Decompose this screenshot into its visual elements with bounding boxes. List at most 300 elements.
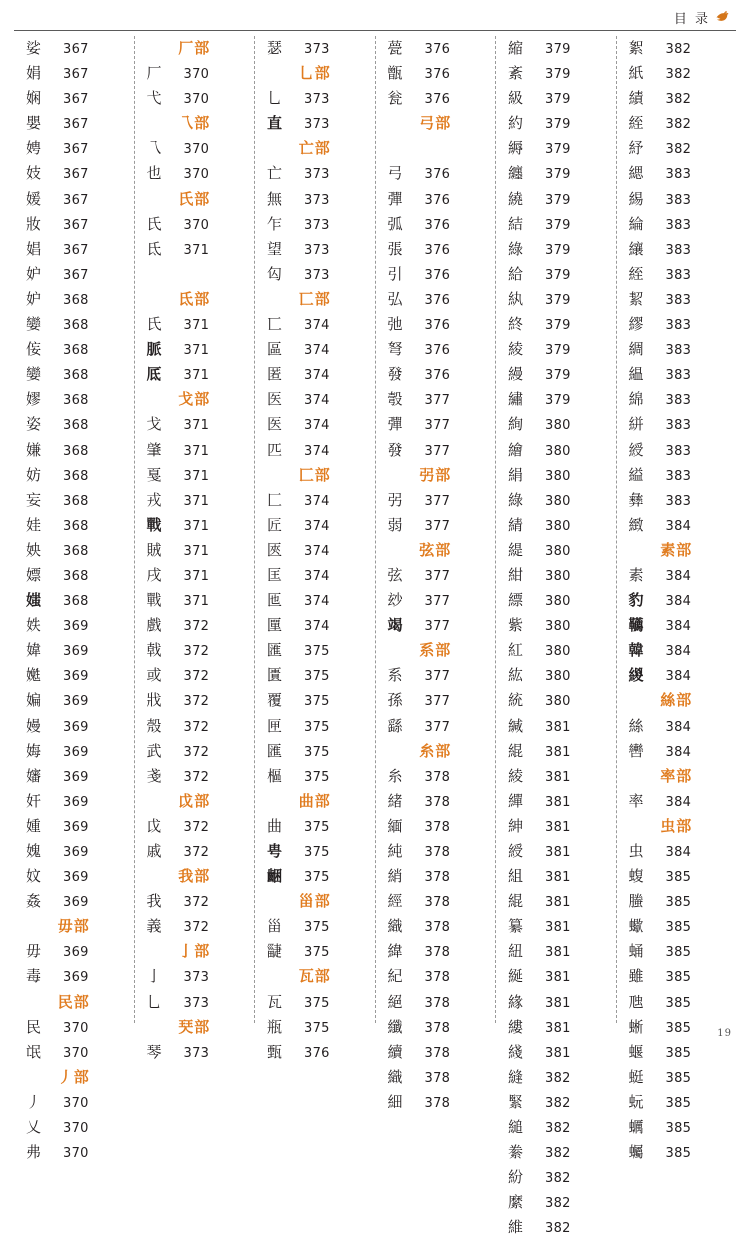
entry-page-number: 380 [545, 543, 571, 559]
index-entry[interactable] [623, 889, 731, 914]
index-entry[interactable] [623, 964, 731, 989]
index-entry[interactable] [623, 588, 731, 613]
entry-page-number: 383 [665, 368, 692, 384]
entry-page-number: 374 [304, 543, 330, 559]
index-entry[interactable] [623, 111, 731, 136]
index-entry[interactable] [502, 663, 610, 688]
index-entry[interactable] [141, 739, 249, 764]
section-heading: 我部 [178, 867, 211, 886]
index-entry[interactable] [141, 86, 249, 111]
index-entry[interactable] [20, 463, 128, 488]
index-entry[interactable] [502, 563, 610, 588]
index-entry[interactable] [623, 438, 731, 463]
index-entry[interactable] [141, 1040, 249, 1065]
index-entry[interactable] [20, 136, 128, 161]
index-entry[interactable] [141, 513, 249, 538]
entry-character: 彝 [628, 490, 644, 509]
entry-character: 緬 [387, 816, 403, 835]
index-entry[interactable] [502, 538, 610, 563]
index-entry[interactable] [382, 287, 490, 312]
index-entry[interactable] [382, 412, 490, 437]
entry-page-number: 370 [63, 1121, 89, 1137]
index-entry[interactable] [261, 663, 369, 688]
index-entry[interactable] [20, 789, 128, 814]
index-entry[interactable] [20, 237, 128, 262]
entry-character: 戔 [146, 766, 162, 785]
index-entry[interactable] [20, 864, 128, 889]
index-entry[interactable] [382, 864, 490, 889]
index-entry[interactable] [20, 111, 128, 136]
index-entry[interactable] [20, 613, 128, 638]
index-entry[interactable] [20, 814, 128, 839]
index-entry[interactable] [623, 990, 731, 1015]
section-heading: 氏部 [178, 189, 211, 208]
index-entry[interactable] [141, 990, 249, 1015]
index-entry[interactable] [502, 61, 610, 86]
index-entry[interactable] [502, 463, 610, 488]
index-entry[interactable] [20, 964, 128, 989]
entry-page-number: 375 [304, 870, 330, 886]
index-entry[interactable] [20, 1015, 128, 1040]
index-entry[interactable] [382, 563, 490, 588]
index-entry[interactable] [382, 212, 490, 237]
index-entry[interactable] [141, 613, 249, 638]
index-entry[interactable] [502, 1040, 610, 1065]
index-entry[interactable] [382, 161, 490, 186]
index-entry[interactable] [623, 864, 731, 889]
index-entry[interactable] [502, 964, 610, 989]
entry-page-number: 384 [665, 794, 692, 810]
index-entry[interactable] [261, 161, 369, 186]
entry-character: 發 [387, 365, 403, 384]
index-entry[interactable] [502, 287, 610, 312]
index-entry[interactable] [623, 387, 731, 412]
index-entry[interactable] [20, 86, 128, 111]
index-entry[interactable] [623, 36, 731, 61]
index-entry[interactable] [382, 237, 490, 262]
index-entry[interactable] [623, 463, 731, 488]
index-entry[interactable] [382, 613, 490, 638]
index-entry[interactable] [502, 36, 610, 61]
entry-character: 率 [628, 791, 644, 810]
index-entry[interactable] [20, 362, 128, 387]
index-entry[interactable] [502, 111, 610, 136]
index-entry[interactable] [261, 764, 369, 789]
entry-page-number: 379 [545, 142, 571, 158]
index-entry[interactable] [502, 638, 610, 663]
entry-page-number: 383 [665, 393, 692, 409]
index-entry[interactable] [623, 1040, 731, 1065]
index-entry[interactable] [20, 287, 128, 312]
index-entry[interactable] [502, 1190, 610, 1215]
entry-character: 妒 [26, 264, 42, 283]
index-entry[interactable] [382, 438, 490, 463]
index-entry[interactable] [502, 739, 610, 764]
entry-character: 繞 [508, 189, 524, 208]
entry-character: 級 [508, 89, 524, 108]
index-entry[interactable] [261, 187, 369, 212]
index-entry[interactable] [261, 312, 369, 337]
index-entry[interactable] [261, 588, 369, 613]
index-entry[interactable] [261, 387, 369, 412]
index-entry[interactable] [20, 187, 128, 212]
index-entry[interactable] [20, 212, 128, 237]
entry-page-number: 382 [665, 92, 692, 108]
entry-page-number: 372 [183, 845, 210, 860]
index-entry[interactable] [623, 362, 731, 387]
index-entry[interactable] [141, 463, 249, 488]
index-entry[interactable] [20, 839, 128, 864]
index-entry[interactable] [382, 337, 490, 362]
index-entry[interactable] [623, 237, 731, 262]
index-entry[interactable] [20, 1115, 128, 1140]
index-entry[interactable] [502, 939, 610, 964]
section-heading: 瓦部 [298, 967, 331, 986]
index-entry[interactable] [502, 864, 610, 889]
index-entry[interactable] [502, 1215, 610, 1240]
index-entry[interactable] [141, 312, 249, 337]
index-entry[interactable] [623, 1140, 731, 1165]
index-entry[interactable] [382, 513, 490, 538]
index-entry[interactable] [623, 839, 731, 864]
entry-character: 繇 [387, 716, 403, 735]
index-entry[interactable] [502, 588, 610, 613]
index-entry[interactable] [261, 337, 369, 362]
index-entry[interactable] [20, 387, 128, 412]
index-entry[interactable] [261, 638, 369, 663]
index-entry[interactable] [502, 187, 610, 212]
index-entry[interactable] [502, 1140, 610, 1165]
index-entry[interactable] [261, 563, 369, 588]
entry-page-number: 385 [665, 1146, 692, 1162]
index-entry[interactable] [20, 889, 128, 914]
index-entry[interactable] [20, 563, 128, 588]
index-entry[interactable] [382, 362, 490, 387]
index-entry[interactable] [382, 889, 490, 914]
index-entry[interactable] [502, 1065, 610, 1090]
index-entry[interactable] [261, 362, 369, 387]
index-entry[interactable] [382, 312, 490, 337]
index-entry[interactable] [20, 337, 128, 362]
index-entry[interactable] [20, 262, 128, 287]
index-entry[interactable] [20, 312, 128, 337]
entry-character: 毋 [26, 942, 42, 961]
index-entry[interactable] [382, 36, 490, 61]
index-entry[interactable] [382, 839, 490, 864]
index-entry[interactable] [382, 814, 490, 839]
entry-character: 或 [146, 666, 162, 685]
index-entry[interactable] [141, 488, 249, 513]
index-entry[interactable] [502, 337, 610, 362]
entry-page-number: 369 [63, 744, 89, 760]
entry-character: 維 [508, 1218, 524, 1237]
index-entry[interactable] [502, 86, 610, 111]
index-entry[interactable] [20, 714, 128, 739]
entry-character: 繆 [628, 315, 644, 334]
index-entry[interactable] [20, 412, 128, 437]
index-entry[interactable] [141, 563, 249, 588]
index-entry[interactable] [502, 688, 610, 713]
index-entry[interactable] [20, 488, 128, 513]
index-entry[interactable] [502, 212, 610, 237]
index-entry[interactable] [141, 412, 249, 437]
index-entry[interactable] [382, 262, 490, 287]
index-entry[interactable] [141, 914, 249, 939]
index-entry[interactable] [261, 990, 369, 1015]
index-entry[interactable] [141, 663, 249, 688]
entry-character: 蜓 [628, 1067, 644, 1086]
index-entry[interactable] [141, 438, 249, 463]
index-entry[interactable] [141, 839, 249, 864]
index-entry[interactable] [382, 939, 490, 964]
entry-page-number: 370 [63, 1045, 89, 1061]
index-entry[interactable] [261, 688, 369, 713]
index-entry[interactable] [20, 1090, 128, 1115]
index-entry[interactable] [382, 488, 490, 513]
index-entry[interactable] [261, 939, 369, 964]
index-entry[interactable] [502, 1165, 610, 1190]
index-entry[interactable] [502, 914, 610, 939]
index-entry[interactable] [502, 789, 610, 814]
index-entry[interactable] [261, 613, 369, 638]
index-entry[interactable] [261, 1015, 369, 1040]
index-entry[interactable] [141, 61, 249, 86]
entry-page-number: 370 [183, 92, 210, 108]
index-entry[interactable] [502, 412, 610, 437]
index-entry[interactable] [382, 61, 490, 86]
index-entry[interactable] [141, 764, 249, 789]
index-entry[interactable] [20, 638, 128, 663]
index-entry[interactable] [623, 1015, 731, 1040]
entry-page-number: 378 [424, 945, 451, 961]
index-entry[interactable] [623, 939, 731, 964]
index-entry[interactable] [623, 513, 731, 538]
index-entry[interactable] [382, 964, 490, 989]
index-entry[interactable] [261, 212, 369, 237]
entry-page-number: 369 [63, 845, 89, 860]
index-entry[interactable] [20, 61, 128, 86]
entry-page-number: 374 [304, 568, 330, 584]
index-entry[interactable] [502, 161, 610, 186]
index-entry[interactable] [623, 663, 731, 688]
index-entry[interactable] [623, 789, 731, 814]
entry-page-number: 383 [665, 192, 692, 208]
index-entry[interactable] [623, 287, 731, 312]
index-entry[interactable] [623, 136, 731, 161]
index-entry[interactable] [623, 187, 731, 212]
entry-character: 絜 [628, 289, 644, 308]
index-entry[interactable] [20, 1140, 128, 1165]
index-entry[interactable] [261, 488, 369, 513]
index-entry[interactable] [623, 1065, 731, 1090]
index-entry[interactable] [382, 990, 490, 1015]
index-entry[interactable] [382, 1090, 490, 1115]
index-entry[interactable] [141, 538, 249, 563]
index-entry[interactable] [382, 187, 490, 212]
index-entry[interactable] [623, 488, 731, 513]
index-entry[interactable] [261, 839, 369, 864]
index-entry[interactable] [502, 136, 610, 161]
index-entry[interactable] [20, 764, 128, 789]
index-entry[interactable] [261, 438, 369, 463]
index-entry[interactable] [261, 237, 369, 262]
index-entry[interactable] [261, 739, 369, 764]
index-entry[interactable] [623, 714, 731, 739]
entry-character: 綿 [628, 390, 644, 409]
index-entry[interactable] [20, 36, 128, 61]
index-entry[interactable] [261, 412, 369, 437]
index-entry[interactable] [502, 362, 610, 387]
entry-character: 我 [146, 892, 162, 911]
entry-page-number: 382 [545, 1171, 571, 1187]
entry-page-number: 376 [424, 67, 451, 83]
index-entry[interactable] [141, 889, 249, 914]
index-entry[interactable] [502, 889, 610, 914]
entry-character: 發 [387, 440, 403, 459]
index-entry[interactable] [382, 714, 490, 739]
index-entry[interactable] [502, 262, 610, 287]
index-entry[interactable] [20, 513, 128, 538]
index-entry[interactable] [141, 814, 249, 839]
index-entry[interactable] [20, 588, 128, 613]
entry-character: 綠 [508, 239, 524, 258]
entry-page-number: 368 [63, 493, 89, 509]
index-entry[interactable] [502, 839, 610, 864]
index-entry[interactable] [261, 914, 369, 939]
index-entry[interactable] [623, 86, 731, 111]
index-entry[interactable] [141, 337, 249, 362]
entry-character: 戰 [146, 591, 162, 610]
entry-character: 蚖 [628, 1092, 644, 1111]
index-entry[interactable] [623, 1090, 731, 1115]
index-entry[interactable] [623, 563, 731, 588]
index-entry[interactable] [382, 663, 490, 688]
index-entry[interactable] [382, 764, 490, 789]
entry-page-number: 371 [183, 468, 210, 484]
index-entry[interactable] [20, 739, 128, 764]
entry-character: 戚 [146, 842, 162, 860]
index-entry[interactable] [20, 688, 128, 713]
index-entry[interactable] [502, 387, 610, 412]
index-entry[interactable] [261, 864, 369, 889]
entry-character: 絰 [628, 264, 644, 283]
index-entry[interactable] [382, 688, 490, 713]
index-entry[interactable] [502, 237, 610, 262]
index-entry[interactable] [20, 1040, 128, 1065]
index-entry[interactable] [382, 1065, 490, 1090]
entry-page-number: 367 [63, 217, 89, 233]
index-entry[interactable] [502, 438, 610, 463]
index-entry[interactable] [382, 914, 490, 939]
index-entry[interactable] [382, 588, 490, 613]
index-entry[interactable] [502, 488, 610, 513]
index-entry[interactable] [261, 86, 369, 111]
index-entry[interactable] [502, 814, 610, 839]
index-entry[interactable] [623, 337, 731, 362]
entry-character: 侫 [26, 340, 42, 359]
index-entry[interactable] [382, 1040, 490, 1065]
index-entry[interactable] [261, 513, 369, 538]
index-entry[interactable] [20, 663, 128, 688]
index-entry[interactable] [141, 161, 249, 186]
entry-character: 組 [508, 867, 524, 886]
index-entry[interactable] [382, 789, 490, 814]
entry-page-number: 368 [63, 292, 89, 308]
entry-page-number: 379 [545, 192, 571, 208]
entry-character: 脈 [146, 340, 162, 359]
entry-character: 緣 [508, 992, 524, 1011]
index-entry[interactable] [261, 262, 369, 287]
index-entry[interactable] [20, 438, 128, 463]
entry-character: 匯 [267, 741, 283, 760]
index-entry[interactable] [623, 613, 731, 638]
entry-character: 紓 [628, 139, 644, 158]
index-entry[interactable] [623, 412, 731, 437]
index-entry[interactable] [141, 212, 249, 237]
entry-page-number: 371 [183, 493, 210, 509]
index-entry[interactable] [623, 914, 731, 939]
entry-character: 弋 [146, 89, 162, 108]
index-entry[interactable] [141, 136, 249, 161]
index-entry[interactable] [382, 1015, 490, 1040]
index-entry[interactable] [623, 312, 731, 337]
entry-page-number: 370 [183, 217, 210, 233]
index-entry[interactable] [261, 36, 369, 61]
index-entry[interactable] [502, 764, 610, 789]
index-entry[interactable] [261, 111, 369, 136]
index-column [254, 36, 375, 1061]
index-entry[interactable] [261, 1040, 369, 1065]
entry-page-number: 385 [665, 995, 692, 1011]
entry-page-number: 377 [424, 568, 451, 584]
index-entry[interactable] [141, 588, 249, 613]
index-entry[interactable] [623, 739, 731, 764]
index-entry[interactable] [502, 1115, 610, 1140]
index-entry[interactable] [623, 61, 731, 86]
index-entry[interactable] [20, 161, 128, 186]
index-entry[interactable] [502, 513, 610, 538]
index-entry[interactable] [623, 638, 731, 663]
index-entry[interactable] [502, 312, 610, 337]
section-heading: 厂部 [178, 39, 211, 57]
index-entry[interactable] [141, 638, 249, 663]
index-entry[interactable] [382, 387, 490, 412]
index-entry[interactable] [141, 714, 249, 739]
index-entry[interactable] [502, 1090, 610, 1115]
index-entry[interactable] [502, 613, 610, 638]
index-entry[interactable] [382, 86, 490, 111]
index-entry[interactable] [623, 1115, 731, 1140]
index-entry[interactable] [141, 237, 249, 262]
index-entry[interactable] [141, 964, 249, 989]
index-entry[interactable] [502, 1015, 610, 1040]
entry-page-number: 379 [545, 292, 571, 308]
index-entry[interactable] [141, 362, 249, 387]
index-entry[interactable] [261, 538, 369, 563]
index-entry[interactable] [20, 939, 128, 964]
index-entry[interactable] [623, 212, 731, 237]
entry-page-number: 373 [304, 242, 330, 258]
section-heading: 系部 [419, 641, 452, 660]
index-entry[interactable] [261, 714, 369, 739]
index-entry[interactable] [20, 538, 128, 563]
index-entry[interactable] [623, 161, 731, 186]
index-entry[interactable] [141, 688, 249, 713]
index-entry[interactable] [502, 990, 610, 1015]
index-entry[interactable] [261, 814, 369, 839]
index-entry[interactable] [502, 714, 610, 739]
index-entry[interactable] [623, 262, 731, 287]
